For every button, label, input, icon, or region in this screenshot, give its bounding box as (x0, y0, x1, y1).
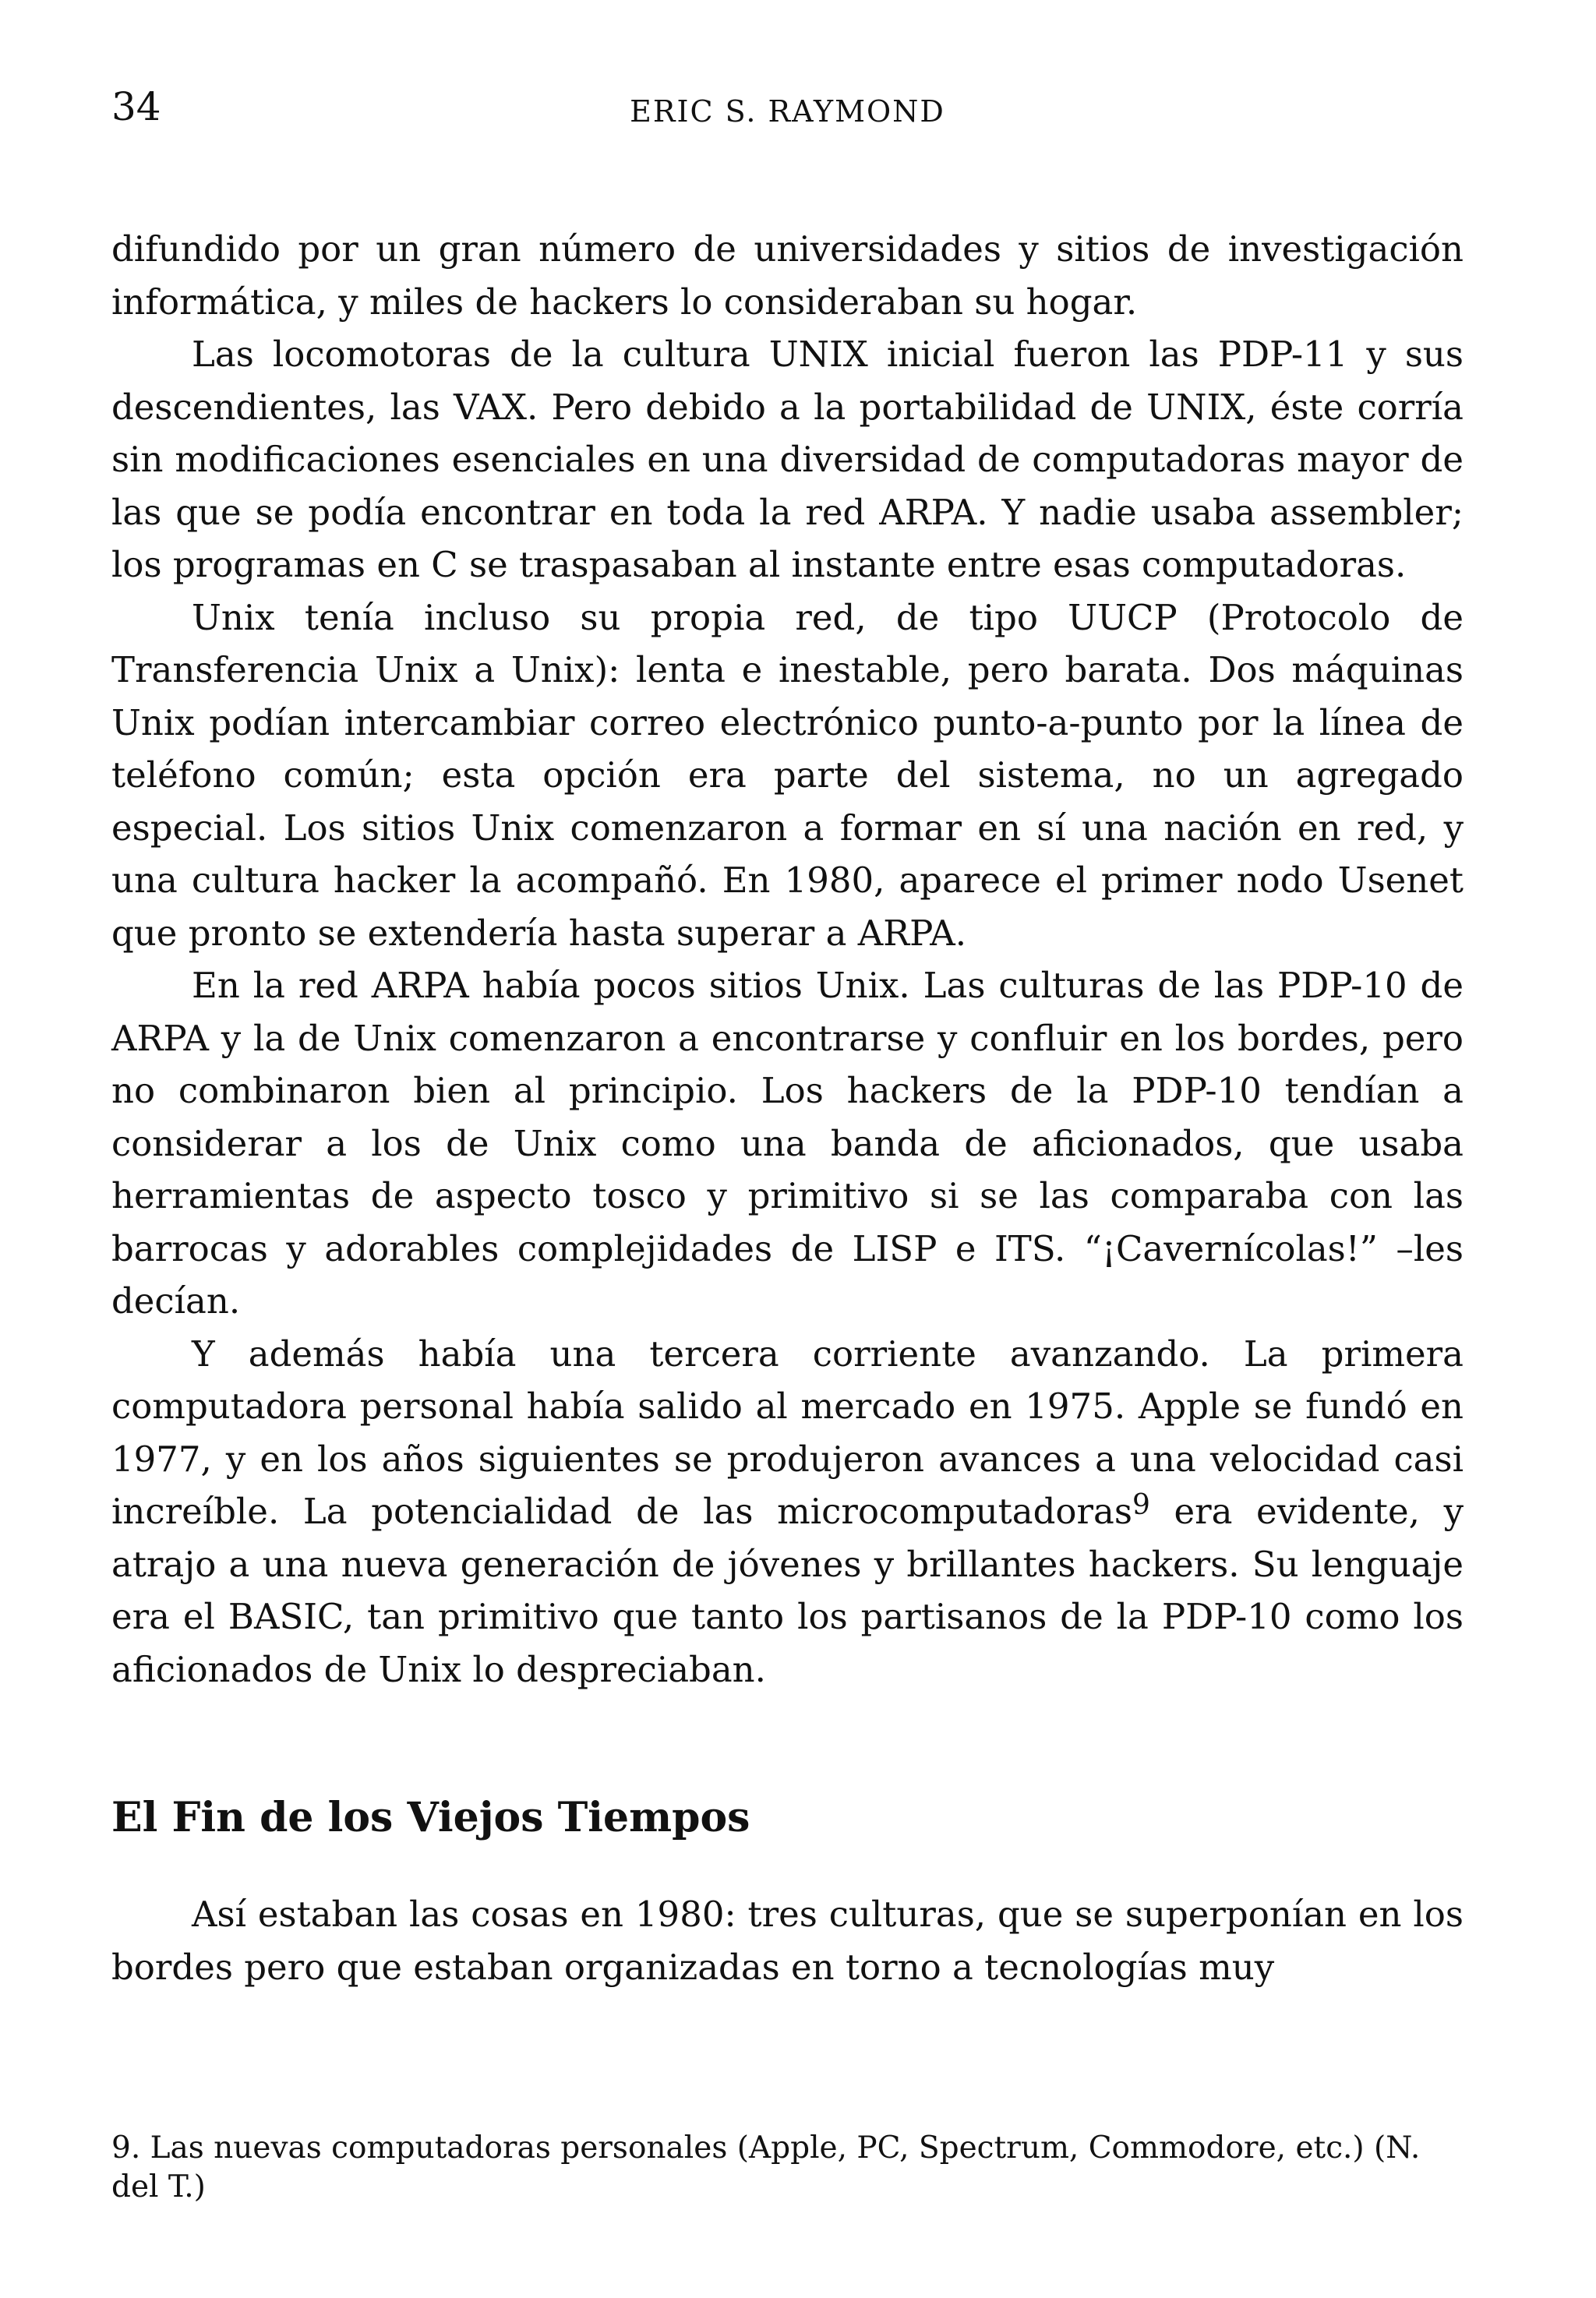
paragraph: Así estaban las cosas en 1980: tres culturas, que se superponían en los bordes pero que estaban organizadas en torno a tecnologías muy (111, 1894, 1464, 1988)
paragraph: En la red ARPA había pocos sitios Unix. Las culturas de las PDP-10 de ARPA y la de Unix comenzaron a encontrarse y confluir en los bordes, pero no combinaron bien al principio. Los hackers de la PDP-10 tendían a considerar a los de Unix como una banda de aficionados, que usaba herramientas de aspecto tosco y primitivo si se las comparaba con las barrocas y adorables complejidades de LISP e ITS. “¡Cavernícolas!” –les decían. (111, 965, 1464, 1322)
paragraph: Unix tenía incluso su propia red, de tipo UUCP (Protocolo de Transferencia Unix a Unix): lenta e inestable, pero barata. Dos máquinas Unix podían intercambiar correo electrónico punto-a-punto por la línea de teléfono común; esta opción era parte del sistema, no un agregado especial. Los sitios Unix comenzaron a formar en sí una nación en red, y una cultura hacker la acompañó. En 1980, aparece el primer nodo Usenet que pronto se extendería hasta superar a ARPA. (111, 596, 1464, 954)
running-title: ERIC S. RAYMOND (630, 94, 945, 129)
paragraph-continued: difundido por un gran número de universidades y sitios de investigación informática, y miles de hackers lo consideraban su hogar. (111, 228, 1464, 323)
body-text (111, 223, 1464, 1696)
paragraph: Las locomotoras de la cultura UNIX inicial fueron las PDP-11 y sus descendientes, las VAX. Pero debido a la portabilidad de UNIX, éste corría sin modificaciones esenciales en una diversidad de computadoras mayor de las que se podía encontrar en toda la red ARPA. Y nadie usaba assembler; los programas en C se traspasaban al instante entre esas computadoras. (111, 334, 1464, 585)
running-head (111, 79, 1464, 134)
page-number: 34 (111, 84, 161, 129)
section-body (111, 1888, 1464, 1993)
paragraph-text: Y además había una tercera corriente avanzando. La primera computadora personal había salido al mercado en 1975. Apple se fundó en 1977, y en los años siguientes se produjeron avances a una velocidad casi increíble. La potencialidad de las microcomputadoras (111, 1333, 1464, 1532)
section-heading: El Fin de los Viejos Tiempos (111, 1794, 750, 1841)
footnote: 9. Las nuevas computadoras personales (Apple, PC, Spectrum, Commodore, etc.) (N. del T.) (111, 2130, 1421, 2204)
paragraph-text: era evidente, y atrajo a una nueva generación de jóvenes y brillantes hackers. Su lenguaje era el BASIC, tan primitivo que tanto los partisanos de la PDP-10 como los aficionados de Unix lo despreciaban. (111, 1491, 1464, 1690)
paragraph-with-footnote-ref (111, 1328, 1464, 1696)
footnote-reference: 9 (1132, 1489, 1150, 1521)
